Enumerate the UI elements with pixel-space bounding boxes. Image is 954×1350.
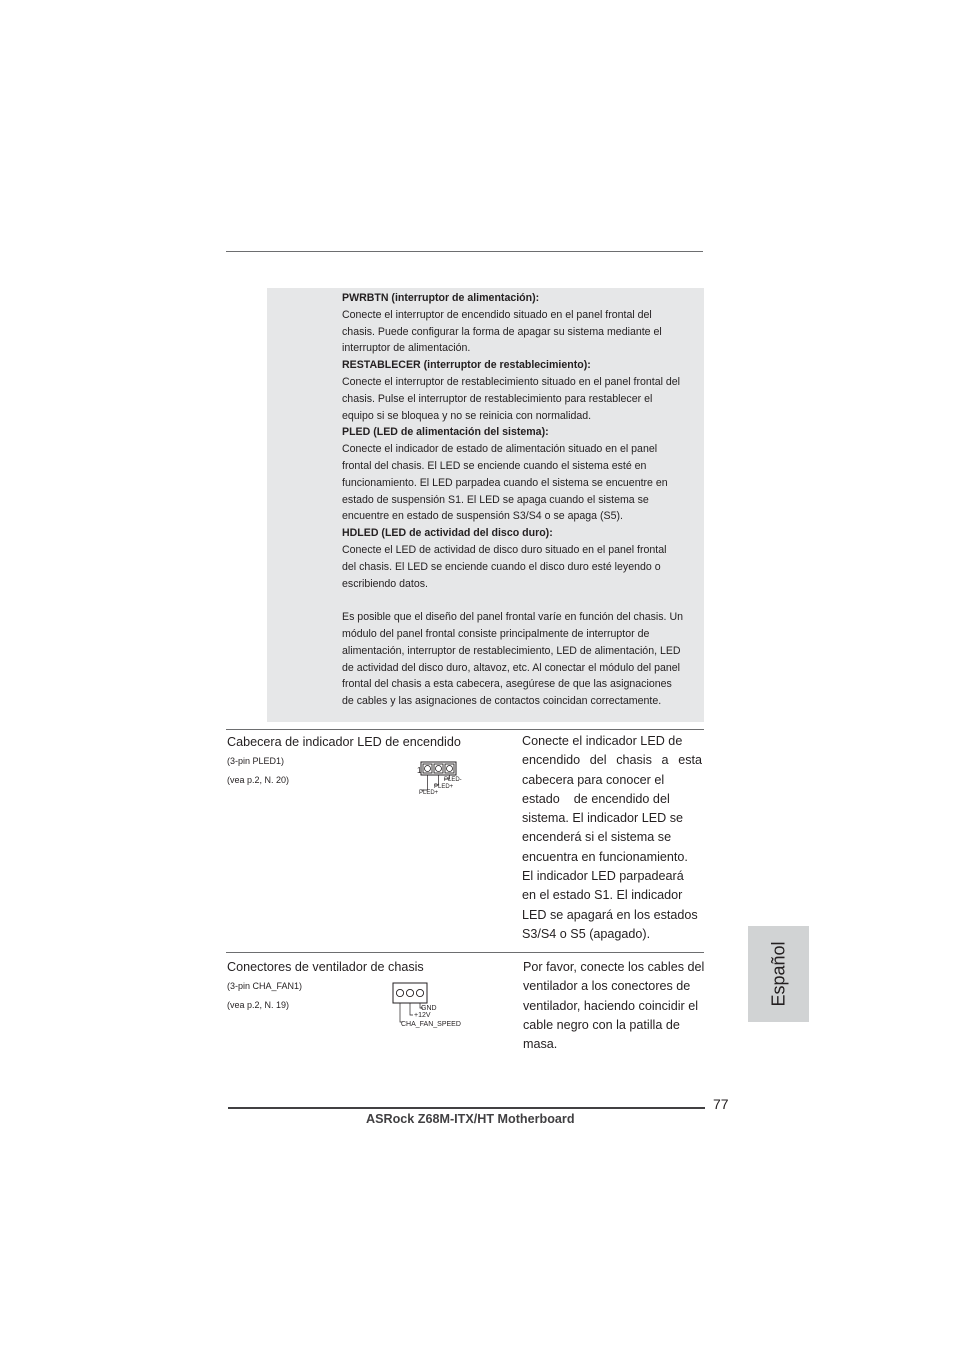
reset-title: RESTABLECER (interruptor de restablecimiento):	[342, 359, 591, 372]
pled-line: estado de suspensión S1. El LED se apaga cuando el sistema se	[342, 493, 649, 506]
pled-desc-line: Conecte el indicador LED de	[522, 734, 683, 748]
note-line: módulo del panel frontal consiste principalmente de interruptor de	[342, 627, 650, 640]
pin1-mark: 1	[417, 766, 422, 775]
pled-desc-line: estado de encendido del	[522, 791, 670, 806]
footer-rule	[228, 1107, 705, 1109]
fan-pin-label: (3-pin CHA_FAN1)	[227, 981, 303, 991]
fan-ref-label: (vea p.2, N. 19)	[227, 1000, 290, 1010]
fan-12v-label: +12V	[414, 1012, 431, 1019]
fan-speed-label: CHA_FAN_SPEED	[401, 1021, 461, 1028]
pled-line: Conecte el indicador de estado de alimentación situado en el panel	[342, 443, 658, 456]
fan-connector-diagram	[392, 980, 464, 1030]
pled-desc-line: El indicador LED parpadeará	[522, 869, 684, 884]
pled-minus-label: PLED-	[444, 777, 462, 783]
fan-gnd-label: GND	[421, 1005, 437, 1012]
pled-lead-1	[421, 775, 428, 790]
pled-desc-line: S3/S4 o S5 (apagado).	[522, 926, 651, 941]
hdled-line: Conecte el LED de actividad de disco duro situado en el panel frontal	[342, 543, 667, 556]
pled-title: PLED (LED de alimentación del sistema):	[342, 426, 549, 439]
fan-desc-line: masa.	[523, 1037, 558, 1052]
fan-lead-speed	[400, 1003, 402, 1022]
pled-desc-line: encendido del chasis a esta	[522, 753, 702, 768]
pwrbtn-title: PWRBTN (interruptor de alimentación):	[342, 292, 540, 304]
pled-connector-diagram	[414, 759, 470, 797]
pled-plus-label-b: PLED+	[419, 790, 439, 796]
note-line: de cables y las asignaciones de contactos coincidan correctamente.	[342, 695, 662, 708]
pled-description	[522, 732, 702, 944]
note-line: frontal del chasis a esta cabecera, asegúrese de que las asignaciones	[342, 678, 672, 691]
panel-header-description	[342, 290, 706, 710]
fan-section-title: Conectores de ventilador de chasis	[227, 960, 424, 974]
pled-pin-label: (3-pin PLED1)	[227, 756, 285, 766]
footer-product-name: ASRock Z68M-ITX/HT Motherboard	[366, 1112, 575, 1126]
reset-line: Conecte el interruptor de restablecimiento situado en el panel frontal del	[342, 375, 681, 388]
pled-desc-line: sistema. El indicador LED se	[522, 811, 683, 826]
pled-section-title: Cabecera de indicador LED de encendido	[227, 735, 461, 749]
note-line: alimentación, interruptor de restablecimiento, LED de alimentación, LED	[342, 644, 681, 657]
pwrbtn-line: chasis. Puede configurar la forma de apagar su sistema mediante el	[342, 325, 662, 338]
fan-desc-line: ventilador, haciendo coincidir el	[523, 998, 699, 1013]
pled-line: encuentre en estado de suspensión S3/S4 o se apaga (S5).	[342, 510, 623, 523]
fan-description	[523, 958, 713, 1054]
top-rule	[226, 251, 703, 252]
hdled-title: HDLED (LED de actividad del disco duro):	[342, 527, 553, 540]
pled-desc-line: encenderá si el sistema se	[522, 830, 672, 845]
pled-section-rule	[226, 729, 704, 730]
pled-plus-label-a: PLED+	[434, 784, 454, 790]
fan-desc-line: ventilador a los conectores de	[523, 979, 691, 994]
pled-ref-label: (vea p.2, N. 20)	[227, 775, 290, 785]
pwrbtn-line: Conecte el interruptor de encendido situado en el panel frontal del	[342, 308, 652, 321]
language-tab-label: Español	[768, 941, 788, 1007]
reset-line: equipo si se bloquea y no se reinicia con normalidad.	[342, 409, 592, 422]
fan-section-rule	[226, 952, 704, 953]
pled-desc-line: LED se apagará en los estados	[522, 907, 698, 922]
pled-desc-line: en el estado S1. El indicador	[522, 888, 683, 903]
fan-desc-line: cable negro con la patilla de	[523, 1017, 680, 1032]
reset-line: chasis. Pulse el interruptor de restablecimiento para restablecer el	[342, 392, 653, 405]
pled-line: funcionamiento. El LED parpadea cuando el sistema se encuentre en	[342, 476, 668, 489]
note-line: de actividad del disco duro, altavoz, etc. Al conectar el módulo del panel	[342, 661, 681, 674]
pled-desc-line: cabecera para conocer el	[522, 772, 665, 787]
fan-lead-12v	[410, 1003, 413, 1015]
pwrbtn-line: interruptor de alimentación.	[342, 342, 471, 355]
hdled-line: del chasis. El LED se enciende cuando el disco duro esté leyendo o	[342, 560, 661, 573]
language-tab	[748, 926, 809, 1022]
pled-desc-line: encuentra en funcionamiento.	[522, 849, 688, 864]
note-line: Es posible que el diseño del panel frontal varíe en función del chasis. Un	[342, 611, 683, 624]
pled-line: frontal del chasis. El LED se enciende cuando el sistema esté en	[342, 459, 647, 472]
hdled-line: escribiendo datos.	[342, 577, 428, 590]
page-number: 77	[713, 1096, 729, 1112]
paragraph-gap	[342, 592, 706, 609]
fan-header-outline	[393, 983, 427, 1003]
fan-desc-line: Por favor, conecte los cables del	[523, 960, 705, 974]
